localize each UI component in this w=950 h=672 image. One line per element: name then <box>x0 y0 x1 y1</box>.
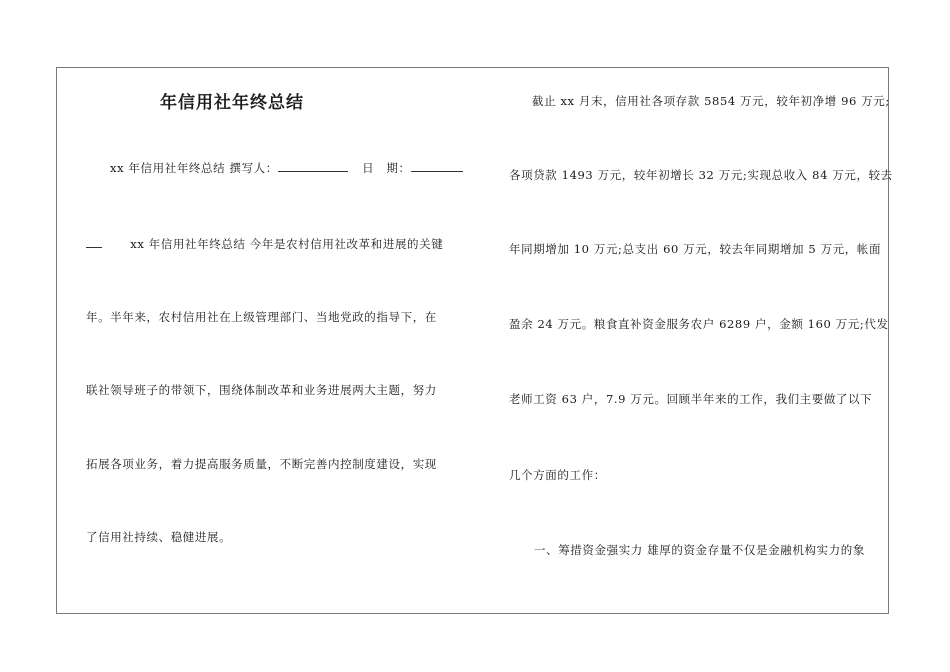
paragraph-line: 年。半年来，农村信用社在上级管理部门、当地党政的指导下，在 <box>86 310 437 324</box>
paragraph-line: 了信用社持续、稳健进展。 <box>86 530 232 544</box>
paragraph-line: 年同期增加 10 万元;总支出 60 万元，较去年同期增加 5 万元，帐面 <box>509 242 882 256</box>
indent-blank <box>86 246 102 248</box>
paragraph-line: 拓展各项业务，着力提高服务质量，不断完善内控制度建设，实现 <box>86 457 437 471</box>
date-blank <box>411 170 463 172</box>
paragraph-line: 盈余 24 万元。粮食直补资金服务农户 6289 户，金额 160 万元;代发 <box>509 317 889 331</box>
document-title: 年信用社年终总结 <box>160 93 304 113</box>
paragraph-line: xx 年信用社年终总结 今年是农村信用社改革和进展的关键 <box>86 236 443 252</box>
author-blank <box>278 170 348 172</box>
paragraph-line: 联社领导班子的带领下，围绕体制改革和业务进展两大主题，努力 <box>86 383 437 397</box>
paragraph-line: 老师工资 63 户，7.9 万元。回顾半年来的工作，我们主要做了以下 <box>509 392 873 406</box>
date-label: 日 期： <box>362 161 411 175</box>
section-heading-line: 一、筹措资金强实力 雄厚的资金存量不仅是金融机构实力的象 <box>534 543 865 557</box>
author-label: xx 年信用社年终总结 撰写人： <box>110 161 278 175</box>
paragraph-line: 几个方面的工作： <box>509 468 606 482</box>
paragraph-line: 截止 xx 月末，信用社各项存款 5854 万元，较年初净增 96 万元; <box>532 94 890 108</box>
paragraph-line: 各项贷款 1493 万元，较年初增长 32 万元;实现总收入 84 万元，较去 <box>509 168 893 182</box>
author-date-line <box>110 160 463 176</box>
